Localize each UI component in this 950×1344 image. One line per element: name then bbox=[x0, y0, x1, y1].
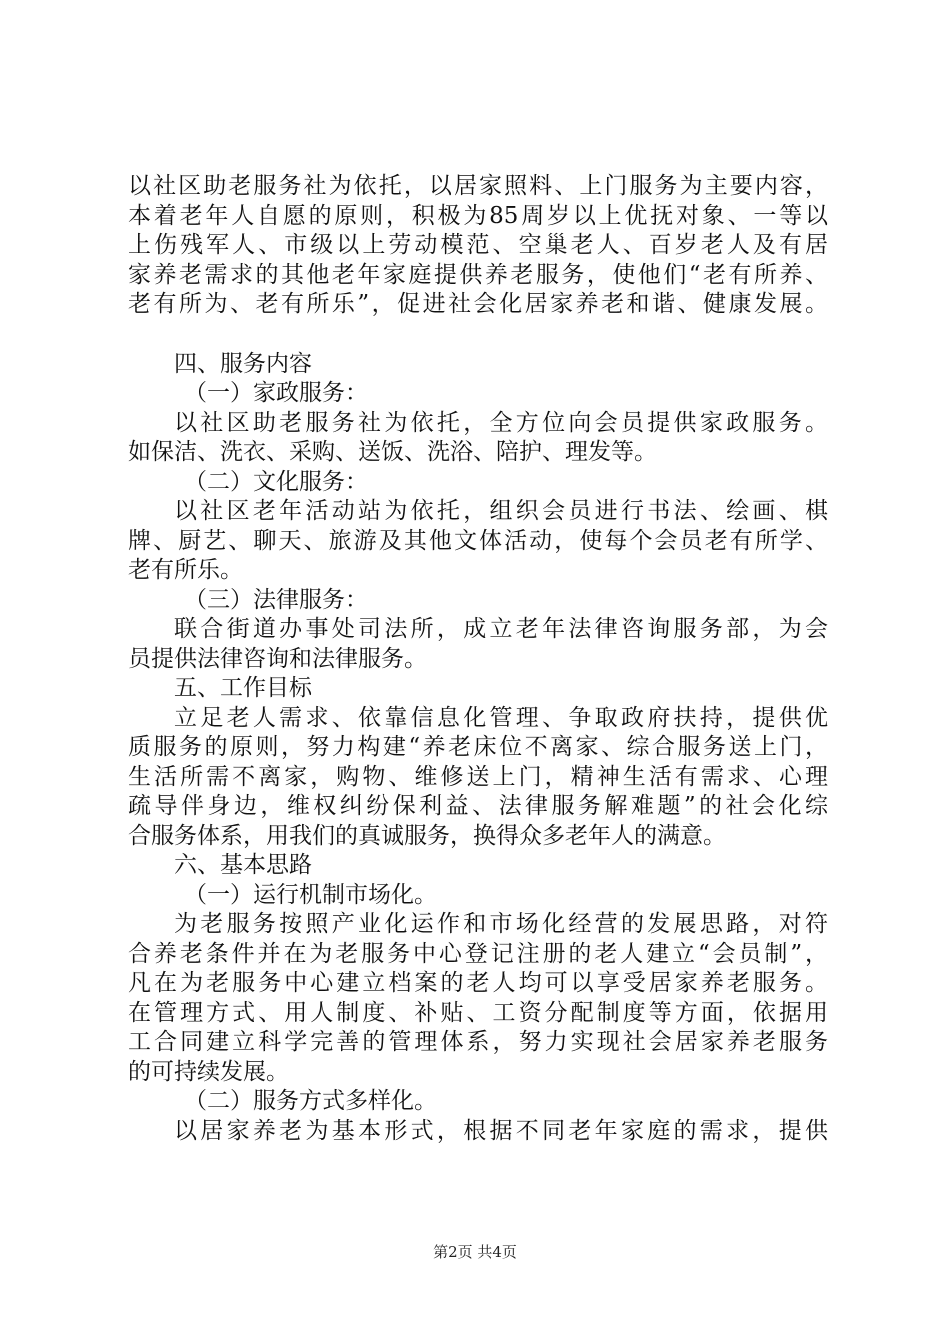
subsection-heading: （二）服务方式多样化。 bbox=[184, 1088, 437, 1114]
paragraph-line: 老有所乐。 bbox=[128, 557, 243, 583]
subsection-heading: （三）法律服务： bbox=[184, 586, 368, 613]
paragraph-line: 员提供法律咨询和法律服务。 bbox=[128, 645, 427, 672]
paragraph-line: 合服务体系，用我们的真诚服务，换得众多老年人的满意。 bbox=[128, 822, 726, 849]
paragraph-line: 本着老年人自愿的原则，积极为85周岁以上优抚对象、一等以 bbox=[128, 202, 828, 229]
subsection-heading: （二）文化服务： bbox=[184, 468, 368, 495]
paragraph-line: 合养老条件并在为老服务中心登记注册的老人建立“会员制”， bbox=[128, 940, 828, 967]
subsection-heading: （一）家政服务： bbox=[184, 380, 368, 406]
paragraph-line: 以社区助老服务社为依托，以居家照料、上门服务为主要内容， bbox=[128, 173, 828, 199]
paragraph-line: 如保洁、洗衣、采购、送饭、洗浴、陪护、理发等。 bbox=[128, 439, 657, 465]
document-body bbox=[128, 172, 828, 1146]
paragraph-line: 生活所需不离家，购物、维修送上门，精神生活有需求、心理 bbox=[128, 763, 828, 790]
subsection-heading: （一）运行机制市场化。 bbox=[184, 881, 437, 908]
section-heading: 五、工作目标 bbox=[174, 675, 312, 701]
paragraph-line: 疏导伴身边，维权纠纷保利益、法律服务解难题”的社会化综 bbox=[128, 793, 828, 819]
paragraph-line: 工合同建立科学完善的管理体系，努力实现社会居家养老服务 bbox=[128, 1029, 828, 1055]
paragraph-line: 质服务的原则，努力构建“养老床位不离家、综合服务送上门， bbox=[128, 734, 828, 760]
paragraph-spacer bbox=[128, 320, 828, 350]
paragraph-line: 以社区老年活动站为依托，组织会员进行书法、绘画、棋 bbox=[174, 498, 828, 524]
paragraph-line: 为老服务按照产业化运作和市场化经营的发展思路，对符 bbox=[174, 911, 828, 937]
section-heading: 四、服务内容 bbox=[174, 350, 312, 377]
paragraph-line: 老有所为、老有所乐”，促进社会化居家养老和谐、健康发展。 bbox=[128, 291, 828, 317]
paragraph-line: 的可持续发展。 bbox=[128, 1058, 289, 1085]
paragraph-line: 上伤残军人、市级以上劳动模范、空巢老人、百岁老人及有居 bbox=[128, 232, 828, 258]
paragraph-line: 在管理方式、用人制度、补贴、工资分配制度等方面，依据用 bbox=[128, 999, 828, 1026]
paragraph-line: 以社区助老服务社为依托，全方位向会员提供家政服务。 bbox=[174, 409, 828, 436]
paragraph-line: 联合街道办事处司法所，成立老年法律咨询服务部，为会 bbox=[174, 616, 828, 642]
paragraph-line: 凡在为老服务中心建立档案的老人均可以享受居家养老服务。 bbox=[128, 970, 828, 996]
paragraph-line: 以居家养老为基本形式，根据不同老年家庭的需求，提供 bbox=[174, 1117, 828, 1144]
section-heading: 六、基本思路 bbox=[174, 852, 312, 878]
page-number-footer: 第2页 共4页 bbox=[433, 1243, 517, 1261]
paragraph-line: 家养老需求的其他老年家庭提供养老服务，使他们“老有所养、 bbox=[128, 261, 828, 288]
paragraph-line: 牌、厨艺、聊天、旅游及其他文体活动，使每个会员老有所学、 bbox=[128, 527, 828, 554]
paragraph-line: 立足老人需求、依靠信息化管理、争取政府扶持，提供优 bbox=[174, 704, 828, 731]
